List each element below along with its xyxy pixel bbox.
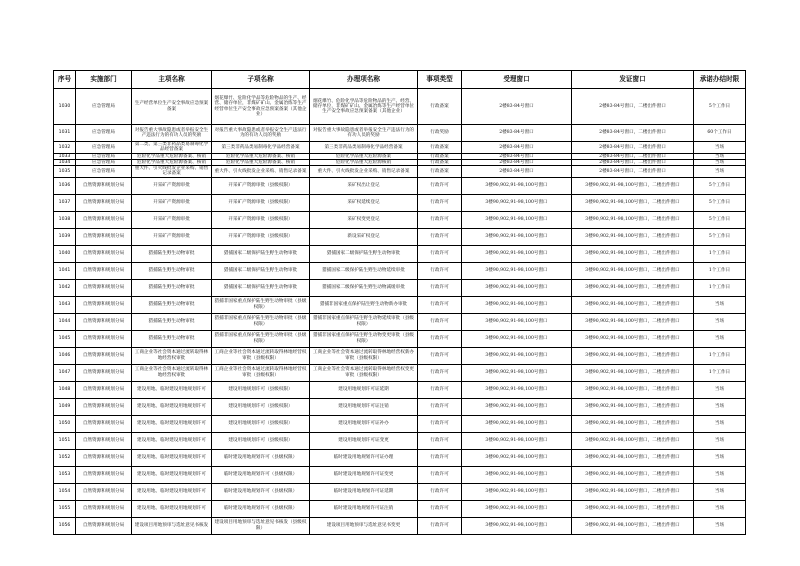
cell-accept-window: 3楼90,902,91-98,100号窗口 (462, 466, 572, 483)
table-row (54, 194, 746, 211)
table-body (54, 89, 746, 535)
cell-issue-window: 2楼83-84号窗口，二楼出件窗口 (572, 166, 694, 178)
cell-sub-item: 临时建设用地规划许可（县级权限） (212, 466, 310, 483)
cell-sub-item: 建设用地规划许可（县级权限） (212, 432, 310, 449)
cell-seq: 1052 (54, 449, 76, 466)
cell-issue-window: 3楼90,902,91-98,100号窗口，二楼出件窗口 (572, 449, 694, 466)
cell-sub-item: 临时建设用地规划许可（县级权限） (212, 483, 310, 500)
cell-issue-window: 3楼90,902,91-98,100号窗口，二楼出件窗口 (572, 211, 694, 228)
cell-main-item: 建设用地、临时建设用地规划许可 (132, 432, 212, 449)
cell-sub-item: 危险化学品重大危险源备案、核销 (212, 159, 310, 165)
cell-sub-item: 工商企业等社会资本通过流转取得林地经营权审批（县级权限） (212, 347, 310, 364)
cell-item-type: 行政许可 (418, 364, 462, 381)
cell-item-type: 行政许可 (418, 466, 462, 483)
cell-sub-item: 猎捕非国家重点保护陆生野生动物审批（县级权限） (212, 296, 310, 313)
cell-seq: 1048 (54, 381, 76, 398)
table-row (54, 381, 746, 398)
cell-accept-window: 3楼90,902,91-98,100号窗口 (462, 500, 572, 517)
cell-dept: 应急管理局 (76, 159, 132, 165)
cell-seq: 1033 (54, 153, 76, 159)
cell-main-item: 猎捕陆生野生动物审批 (132, 296, 212, 313)
table-row (54, 279, 746, 296)
cell-sub-item: 开采矿产资源审批（县级权限） (212, 211, 310, 228)
cell-handling-item: 建设项目用地预审与选址意见书变更 (310, 517, 418, 534)
cell-item-type: 行政备案 (418, 89, 462, 125)
cell-issue-window: 3楼90,902,91-98,100号窗口，二楼出件窗口 (572, 500, 694, 517)
cell-issue-window: 3楼90,902,91-98,100号窗口，二楼出件窗口 (572, 381, 694, 398)
cell-time-limit: 当场 (694, 500, 746, 517)
cell-dept: 自然资源和规划分局 (76, 262, 132, 279)
cell-seq: 1037 (54, 194, 76, 211)
cell-seq: 1038 (54, 211, 76, 228)
cell-seq: 1049 (54, 398, 76, 415)
cell-main-item: 对报告重大事故隐患或者举报安全生产违法行为的有功人员的奖励 (132, 125, 212, 142)
cell-dept: 自然资源和规划分局 (76, 228, 132, 245)
cell-issue-window: 3楼90,902,91-98,100号窗口，二楼出件窗口 (572, 347, 694, 364)
cell-main-item: 建设项目用地预审与选址意见书核发 (132, 517, 212, 534)
cell-sub-item: 开采矿产资源审批（县级权限） (212, 228, 310, 245)
table-row (54, 211, 746, 228)
header-handling-item: 办理项名称 (310, 71, 418, 89)
cell-item-type: 行政许可 (418, 245, 462, 262)
cell-accept-window: 3楼90,902,91-98,100号窗口 (462, 296, 572, 313)
cell-handling-item: 猎捕国家二级保护陆生野生动物延续审批 (310, 262, 418, 279)
cell-time-limit: 60个工作日 (694, 125, 746, 142)
cell-handling-item: 临时建设用地规划许可证延期 (310, 483, 418, 500)
cell-issue-window: 2楼83-84号窗口，二楼出件窗口 (572, 89, 694, 125)
cell-time-limit: 5个工作日 (694, 194, 746, 211)
cell-item-type: 行政许可 (418, 296, 462, 313)
cell-accept-window: 3楼90,902,91-98,100号窗口 (462, 398, 572, 415)
table-row (54, 330, 746, 347)
cell-main-item: 开采矿产资源审批 (132, 194, 212, 211)
cell-dept: 自然资源和规划分局 (76, 177, 132, 194)
cell-item-type: 行政许可 (418, 313, 462, 330)
cell-accept-window: 3楼90,902,91-98,100号窗口 (462, 347, 572, 364)
cell-dept: 应急管理局 (76, 125, 132, 142)
cell-main-item: 危险化学品重大危险源备案、核销 (132, 159, 212, 165)
cell-main-item: 开采矿产资源审批 (132, 228, 212, 245)
cell-seq: 1055 (54, 500, 76, 517)
cell-handling-item: 猎捕非国家重点保护陆生野生动物新办审批 (310, 296, 418, 313)
cell-sub-item: 危险化学品重大危险源备案、核销 (212, 153, 310, 159)
cell-main-item: 猎捕陆生野生动物审批 (132, 262, 212, 279)
cell-main-item: 建设用地、临时建设用地规划许可 (132, 483, 212, 500)
cell-handling-item: 工商企业等社会资本通过流转取得林地经营权变更审批（县级权限） (310, 364, 418, 381)
cell-issue-window: 3楼90,902,91-98,100号窗口，二楼出件窗口 (572, 228, 694, 245)
cell-issue-window: 3楼90,902,91-98,100号窗口，二楼出件窗口 (572, 194, 694, 211)
header-main-item: 主项名称 (132, 71, 212, 89)
table-row (54, 449, 746, 466)
cell-handling-item: 重大件、引火线批发企业采购、销售记录备案 (310, 166, 418, 178)
cell-issue-window: 3楼90,902,91-98,100号窗口，二楼出件窗口 (572, 262, 694, 279)
cell-time-limit: 当场 (694, 296, 746, 313)
table-row (54, 432, 746, 449)
cell-time-limit: 1个工作日 (694, 262, 746, 279)
cell-main-item: 建设用地、临时建设用地规划许可 (132, 381, 212, 398)
cell-accept-window: 3楼90,902,91-98,100号窗口 (462, 279, 572, 296)
cell-accept-window: 3楼90,902,91-98,100号窗口 (462, 245, 572, 262)
cell-item-type: 行政许可 (418, 228, 462, 245)
cell-sub-item: 猎捕非国家重点保护陆生野生动物审批（县级权限） (212, 330, 310, 347)
cell-time-limit: 当场 (694, 415, 746, 432)
cell-sub-item: 猎捕国家二级保护陆生野生动物审批 (212, 245, 310, 262)
cell-handling-item: 建设用地规划许可证变更 (310, 432, 418, 449)
cell-handling-item: 危险化学品重大危险源核销 (310, 159, 418, 165)
cell-accept-window: 3楼90,902,91-98,100号窗口 (462, 177, 572, 194)
cell-issue-window: 3楼90,902,91-98,100号窗口，二楼出件窗口 (572, 177, 694, 194)
cell-item-type: 行政许可 (418, 262, 462, 279)
cell-item-type: 行政许可 (418, 347, 462, 364)
cell-item-type: 行政备案 (418, 159, 462, 165)
cell-time-limit: 5个工作日 (694, 228, 746, 245)
cell-handling-item: 建设用地规划许可证延期 (310, 381, 418, 398)
cell-item-type: 行政许可 (418, 449, 462, 466)
header-accept-window: 受理窗口 (462, 71, 572, 89)
cell-main-item: 建设用地、临时建设用地规划许可 (132, 466, 212, 483)
cell-handling-item: 第三类非药品类易制毒化学品经营备案 (310, 142, 418, 154)
cell-item-type: 行政许可 (418, 211, 462, 228)
cell-handling-item: 危险化学品重大危险源备案 (310, 153, 418, 159)
cell-issue-window: 3楼90,902,91-98,100号窗口，二楼出件窗口 (572, 432, 694, 449)
cell-accept-window: 2楼83-84号窗口 (462, 89, 572, 125)
table-header-row (54, 71, 746, 89)
cell-accept-window: 3楼90,902,91-98,100号窗口 (462, 364, 572, 381)
header-seq: 序号 (54, 71, 76, 89)
cell-time-limit: 当场 (694, 398, 746, 415)
header-time-limit: 承诺办结时限 (694, 71, 746, 89)
cell-sub-item: 建设用地规划许可（县级权限） (212, 398, 310, 415)
cell-sub-item: 建设用地规划许可（县级权限） (212, 415, 310, 432)
cell-issue-window: 3楼90,902,91-98,100号窗口，二楼出件窗口 (572, 517, 694, 534)
cell-accept-window: 2楼83-84号窗口 (462, 125, 572, 142)
table-row (54, 228, 746, 245)
cell-dept: 自然资源和规划分局 (76, 313, 132, 330)
cell-dept: 应急管理局 (76, 166, 132, 178)
cell-dept: 自然资源和规划分局 (76, 415, 132, 432)
cell-time-limit: 当场 (694, 449, 746, 466)
cell-handling-item: 临时建设用地规划许可证注销 (310, 500, 418, 517)
cell-seq: 1035 (54, 166, 76, 178)
cell-dept: 自然资源和规划分局 (76, 449, 132, 466)
cell-accept-window: 3楼90,902,91-98,100号窗口 (462, 313, 572, 330)
cell-handling-item: 猎捕非国家重点保护陆生野生动物变更审批（县级权限） (310, 330, 418, 347)
cell-seq: 1039 (54, 228, 76, 245)
cell-dept: 应急管理局 (76, 89, 132, 125)
cell-main-item: 生产经营单位生产安全事故应急预案备案 (132, 89, 212, 125)
cell-sub-item: 临时建设用地规划许可（县级权限） (212, 449, 310, 466)
cell-dept: 自然资源和规划分局 (76, 245, 132, 262)
cell-main-item: 建设用地、临时建设用地规划许可 (132, 500, 212, 517)
header-item-type: 事项类型 (418, 71, 462, 89)
table-row (54, 245, 746, 262)
cell-time-limit: 当场 (694, 466, 746, 483)
cell-seq: 1030 (54, 89, 76, 125)
cell-sub-item: 猎捕国家二级保护陆生野生动物审批 (212, 279, 310, 296)
cell-dept: 自然资源和规划分局 (76, 364, 132, 381)
cell-item-type: 行政许可 (418, 398, 462, 415)
header-issue-window: 发证窗口 (572, 71, 694, 89)
cell-dept: 自然资源和规划分局 (76, 398, 132, 415)
cell-main-item: 猎捕陆生野生动物审批 (132, 245, 212, 262)
service-items-table (53, 70, 746, 535)
cell-accept-window: 3楼90,902,91-98,100号窗口 (462, 228, 572, 245)
cell-time-limit: 当场 (694, 330, 746, 347)
cell-seq: 1050 (54, 415, 76, 432)
cell-item-type: 行政备案 (418, 166, 462, 178)
table-row (54, 296, 746, 313)
cell-time-limit: 1个工作日 (694, 364, 746, 381)
cell-main-item: 第二类、第三类非药品类易制毒化学品经营备案 (132, 142, 212, 154)
cell-time-limit: 1个工作日 (694, 279, 746, 296)
table-row (54, 500, 746, 517)
cell-time-limit: 当场 (694, 313, 746, 330)
cell-seq: 1046 (54, 347, 76, 364)
cell-accept-window: 3楼90,902,91-98,100号窗口 (462, 262, 572, 279)
cell-dept: 自然资源和规划分局 (76, 211, 132, 228)
cell-handling-item: 工商企业等社会资本通过流转取得林地经营权新办审批（县级权限） (310, 347, 418, 364)
cell-seq: 1041 (54, 262, 76, 279)
cell-issue-window: 2楼83-84号窗口，二楼出件窗口 (572, 125, 694, 142)
cell-seq: 1047 (54, 364, 76, 381)
table-row (54, 142, 746, 154)
cell-main-item: 猎捕陆生野生动物审批 (132, 313, 212, 330)
cell-seq: 1045 (54, 330, 76, 347)
cell-item-type: 行政许可 (418, 330, 462, 347)
cell-issue-window: 3楼90,902,91-98,100号窗口，二楼出件窗口 (572, 279, 694, 296)
cell-accept-window: 2楼83-84号窗口 (462, 166, 572, 178)
cell-issue-window: 2楼83-84号窗口，二楼出件窗口 (572, 153, 694, 159)
cell-issue-window: 3楼90,902,91-98,100号窗口，二楼出件窗口 (572, 313, 694, 330)
cell-item-type: 行政许可 (418, 177, 462, 194)
cell-time-limit: 当场 (694, 153, 746, 159)
table-row (54, 364, 746, 381)
cell-handling-item: 采矿权延续登记 (310, 194, 418, 211)
cell-sub-item: 建设用地规划许可（县级权限） (212, 381, 310, 398)
cell-seq: 1043 (54, 296, 76, 313)
cell-dept: 自然资源和规划分局 (76, 381, 132, 398)
cell-seq: 1042 (54, 279, 76, 296)
cell-accept-window: 3楼90,902,91-98,100号窗口 (462, 330, 572, 347)
cell-time-limit: 5个工作日 (694, 211, 746, 228)
cell-issue-window: 2楼83-84号窗口，二楼出件窗口 (572, 159, 694, 165)
cell-item-type: 行政许可 (418, 381, 462, 398)
cell-item-type: 行政许可 (418, 432, 462, 449)
cell-item-type: 行政许可 (418, 517, 462, 534)
cell-main-item: 开采矿产资源审批 (132, 211, 212, 228)
cell-issue-window: 3楼90,902,91-98,100号窗口，二楼出件窗口 (572, 483, 694, 500)
cell-item-type: 行政奖励 (418, 125, 462, 142)
cell-issue-window: 2楼83-84号窗口，二楼出件窗口 (572, 142, 694, 154)
cell-dept: 自然资源和规划分局 (76, 483, 132, 500)
table-row (54, 483, 746, 500)
table-row (54, 89, 746, 125)
cell-seq: 1044 (54, 313, 76, 330)
cell-dept: 自然资源和规划分局 (76, 279, 132, 296)
cell-time-limit: 5个工作日 (694, 177, 746, 194)
cell-sub-item: 猎捕非国家重点保护陆生野生动物审批（县级权限） (212, 313, 310, 330)
cell-accept-window: 3楼90,902,91-98,100号窗口 (462, 449, 572, 466)
cell-main-item: 猎捕陆生野生动物审批 (132, 330, 212, 347)
cell-item-type: 行政许可 (418, 194, 462, 211)
cell-accept-window: 3楼90,902,91-98,100号窗口 (462, 483, 572, 500)
cell-accept-window: 2楼83-84号窗口 (462, 159, 572, 165)
header-sub-item: 子项名称 (212, 71, 310, 89)
cell-issue-window: 3楼90,902,91-98,100号窗口，二楼出件窗口 (572, 415, 694, 432)
cell-dept: 自然资源和规划分局 (76, 347, 132, 364)
cell-sub-item: 开采矿产资源审批（县级权限） (212, 194, 310, 211)
cell-accept-window: 2楼83-84号窗口 (462, 142, 572, 154)
cell-item-type: 行政许可 (418, 500, 462, 517)
cell-handling-item: 猎捕国家二级保护陆生野生动物减缓审批 (310, 279, 418, 296)
table-row (54, 313, 746, 330)
cell-seq: 1040 (54, 245, 76, 262)
cell-handling-item: 临时建设用地规划许可证变更 (310, 466, 418, 483)
table-row (54, 347, 746, 364)
cell-main-item: 建设用地、临时建设用地规划许可 (132, 398, 212, 415)
cell-time-limit: 5个工作日 (694, 89, 746, 125)
cell-issue-window: 3楼90,902,91-98,100号窗口，二楼出件窗口 (572, 398, 694, 415)
cell-time-limit: 当场 (694, 517, 746, 534)
cell-accept-window: 2楼83-84号窗口 (462, 153, 572, 159)
cell-item-type: 行政许可 (418, 483, 462, 500)
cell-seq: 1032 (54, 142, 76, 154)
cell-seq: 1056 (54, 517, 76, 534)
cell-sub-item: 烟花爆竹、危险化学品等危险物品的生产、经营、储存单位，非煤矿矿山、金属冶炼等生产经营单位生产安全事故应急预案备案（其他企业） (212, 89, 310, 125)
cell-main-item: 工商企业等社会资本通过流转取得林地经营权审批 (132, 347, 212, 364)
table-row (54, 177, 746, 194)
cell-handling-item: 猎捕非国家重点保护陆生野生动物延续审批（县级权限） (310, 313, 418, 330)
header-dept: 实施部门 (76, 71, 132, 89)
cell-handling-item: 采矿权变更登记 (310, 211, 418, 228)
cell-accept-window: 3楼90,902,91-98,100号窗口 (462, 415, 572, 432)
cell-handling-item: 采矿权出让登记 (310, 177, 418, 194)
cell-issue-window: 3楼90,902,91-98,100号窗口，二楼出件窗口 (572, 330, 694, 347)
cell-dept: 自然资源和规划分局 (76, 330, 132, 347)
cell-item-type: 行政备案 (418, 142, 462, 154)
cell-handling-item: 建设用地规划许可证补办 (310, 415, 418, 432)
cell-time-limit: 当场 (694, 432, 746, 449)
cell-dept: 自然资源和规划分局 (76, 466, 132, 483)
cell-handling-item: 对报告重大事故隐患或者举报安全生产违法行为的有功人员的奖励 (310, 125, 418, 142)
cell-seq: 1031 (54, 125, 76, 142)
cell-seq: 1034 (54, 159, 76, 165)
cell-sub-item: 建设项目用地预审与选址意见书核发（县级权限） (212, 517, 310, 534)
cell-time-limit: 当场 (694, 381, 746, 398)
cell-dept: 自然资源和规划分局 (76, 432, 132, 449)
cell-sub-item: 临时建设用地规划许可（县级权限） (212, 500, 310, 517)
cell-handling-item: 临时建设用地规划许可证办理 (310, 449, 418, 466)
table-row (54, 262, 746, 279)
cell-time-limit: 当场 (694, 483, 746, 500)
cell-time-limit: 当场 (694, 142, 746, 154)
cell-seq: 1051 (54, 432, 76, 449)
cell-sub-item: 工商企业等社会资本通过流转取得林地经营权审批（县级权限） (212, 364, 310, 381)
table-row (54, 125, 746, 142)
cell-issue-window: 3楼90,902,91-98,100号窗口，二楼出件窗口 (572, 296, 694, 313)
table-row (54, 166, 746, 178)
cell-seq: 1036 (54, 177, 76, 194)
cell-dept: 应急管理局 (76, 142, 132, 154)
cell-sub-item: 猎捕国家二级保护陆生野生动物审批 (212, 262, 310, 279)
cell-handling-item: 新设采矿权登记 (310, 228, 418, 245)
cell-item-type: 行政备案 (418, 153, 462, 159)
cell-issue-window: 3楼90,902,91-98,100号窗口，二楼出件窗口 (572, 466, 694, 483)
cell-dept: 应急管理局 (76, 153, 132, 159)
cell-main-item: 建设用地、临时建设用地规划许可 (132, 449, 212, 466)
cell-sub-item: 开采矿产资源审批（县级权限） (212, 177, 310, 194)
cell-accept-window: 3楼90,902,91-98,100号窗口 (462, 381, 572, 398)
cell-main-item: 开采矿产资源审批 (132, 177, 212, 194)
cell-time-limit: 1个工作日 (694, 245, 746, 262)
cell-accept-window: 3楼90,902,91-98,100号窗口 (462, 211, 572, 228)
cell-handling-item: 猎捕国家二级保护陆生野生动物审批 (310, 245, 418, 262)
cell-sub-item: 对报告重大事故隐患或者举报安全生产违法行为的有功人员的奖励 (212, 125, 310, 142)
cell-dept: 自然资源和规划分局 (76, 194, 132, 211)
table-row (54, 517, 746, 534)
cell-handling-item: 烟花爆竹、危险化学品等危险物品的生产、经营、储存单位，非煤矿矿山、金属冶炼等生产经营单位生产安全事故应急预案备案（其他企业） (310, 89, 418, 125)
cell-issue-window: 3楼90,902,91-98,100号窗口，二楼出件窗口 (572, 245, 694, 262)
table-row (54, 466, 746, 483)
cell-issue-window: 3楼90,902,91-98,100号窗口，二楼出件窗口 (572, 364, 694, 381)
cell-sub-item: 重大件、引火线批发企业采购、销售记录备案 (212, 166, 310, 178)
cell-main-item: 建设用地、临时建设用地规划许可 (132, 415, 212, 432)
cell-seq: 1053 (54, 466, 76, 483)
cell-item-type: 行政许可 (418, 279, 462, 296)
cell-main-item: 猎捕陆生野生动物审批 (132, 279, 212, 296)
cell-time-limit: 当场 (694, 159, 746, 165)
cell-main-item: 工商企业等社会资本通过流转取得林地经营权审批 (132, 364, 212, 381)
cell-dept: 自然资源和规划分局 (76, 296, 132, 313)
cell-sub-item: 第三类非药品类易制毒化学品经营备案 (212, 142, 310, 154)
cell-seq: 1054 (54, 483, 76, 500)
table-row (54, 398, 746, 415)
cell-main-item: 危险化学品重大危险源备案、核销 (132, 153, 212, 159)
table-row (54, 415, 746, 432)
cell-accept-window: 3楼90,902,91-98,100号窗口 (462, 517, 572, 534)
cell-accept-window: 3楼90,902,91-98,100号窗口 (462, 432, 572, 449)
cell-accept-window: 3楼90,902,91-98,100号窗口 (462, 194, 572, 211)
cell-main-item: 重大件、引火线批发企业采购、销售记录备案 (132, 166, 212, 178)
cell-time-limit: 1个工作日 (694, 347, 746, 364)
cell-handling-item: 建设用地规划许可证注销 (310, 398, 418, 415)
cell-time-limit: 当场 (694, 166, 746, 178)
cell-dept: 自然资源和规划分局 (76, 500, 132, 517)
cell-item-type: 行政许可 (418, 415, 462, 432)
cell-dept: 自然资源和规划分局 (76, 517, 132, 534)
